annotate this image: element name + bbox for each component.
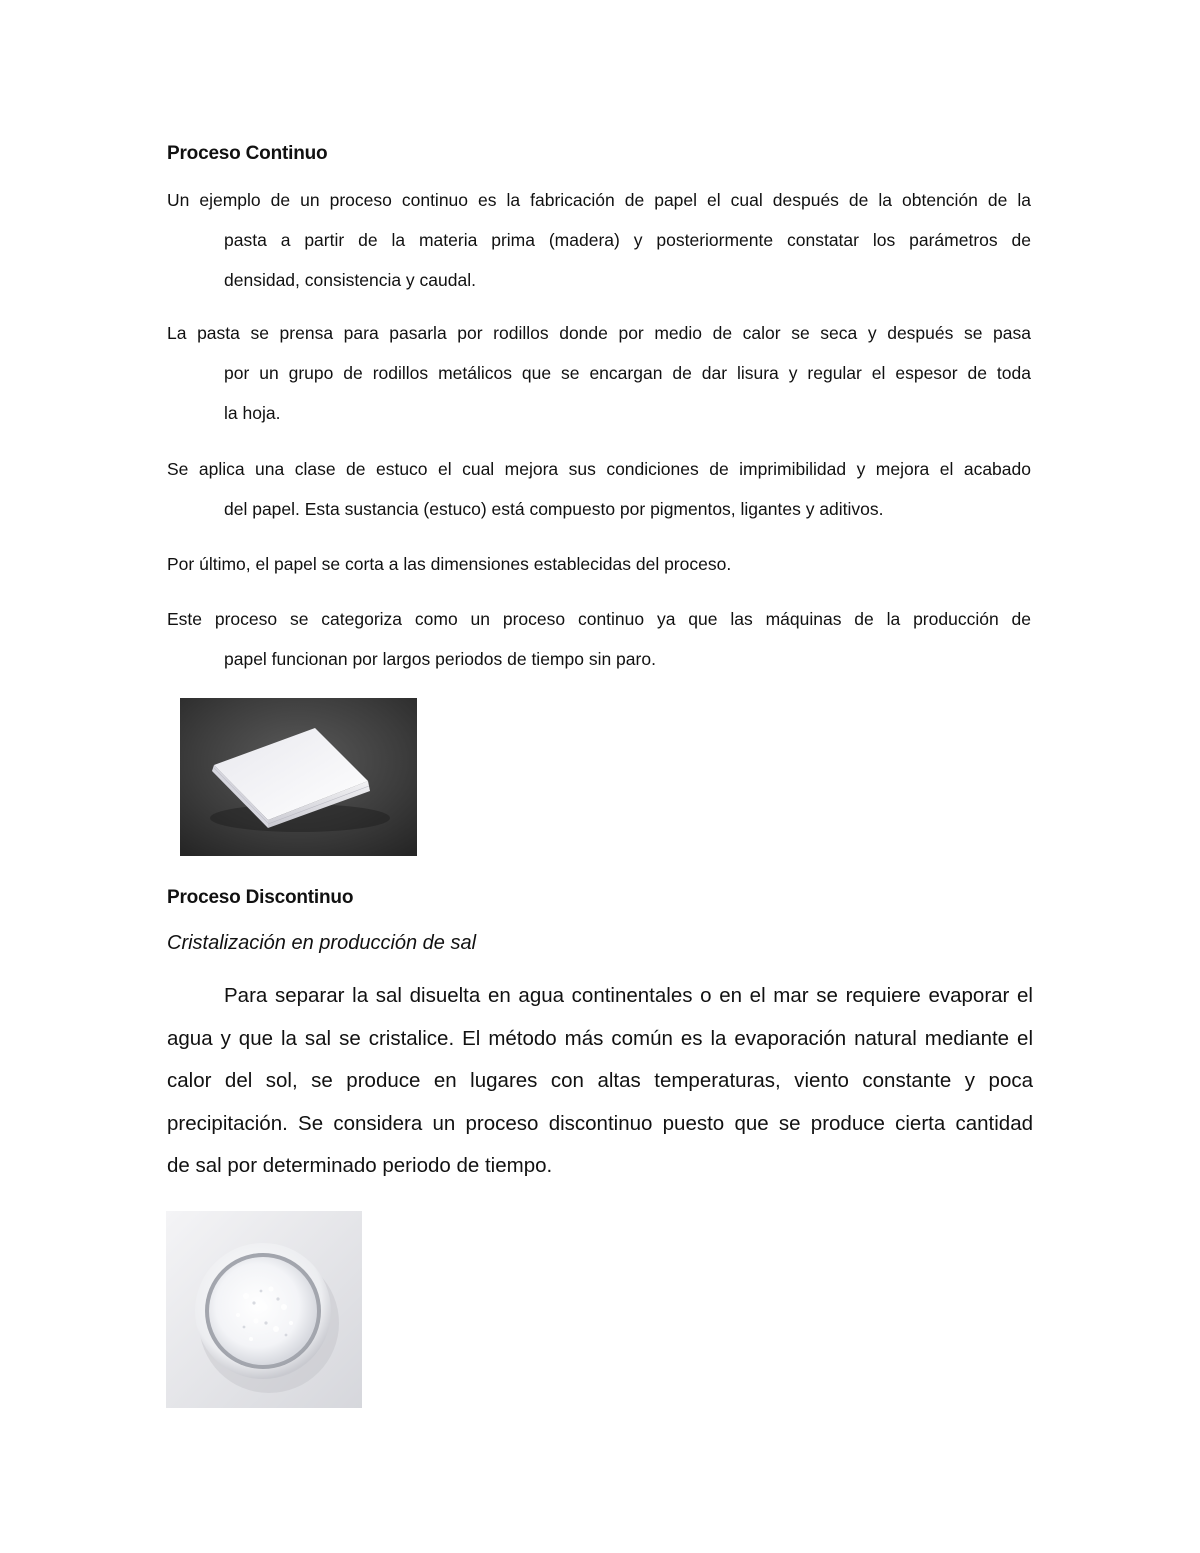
text-line: Para separar la sal disuelta en agua continentales o en el mar se requiere evaporar el xyxy=(224,984,1033,1007)
text-line: la hoja. xyxy=(224,403,281,423)
paragraph-salt xyxy=(167,975,1033,1188)
text-line: La pasta se prensa para pasarla por rodillos donde por medio de calor se seca y después se pasa xyxy=(167,323,1031,343)
heading-proceso-continuo: Proceso Continuo xyxy=(167,143,328,164)
text-line: precipitación. Se considera un proceso discontinuo puesto que se produce cierta cantidad xyxy=(167,1111,1033,1135)
paper-stack-image xyxy=(180,698,417,856)
paragraph-paper-press xyxy=(167,313,1031,433)
text-line: densidad, consistencia y caudal. xyxy=(224,270,476,290)
text-line: Un ejemplo de un proceso continuo es la fabricación de papel el cual después de la obtención de la xyxy=(167,190,1031,210)
salt-bowl-image xyxy=(166,1211,362,1408)
text-line: del papel. Esta sustancia (estuco) está compuesto por pigmentos, ligantes y aditivos. xyxy=(224,499,884,519)
text-line: Por último, el papel se corta a las dimensiones establecidas del proceso. xyxy=(167,554,732,574)
text-line: pasta a partir de la materia prima (madera) y posteriormente constatar los parámetros de xyxy=(224,230,1031,250)
text-line: calor del sol, se produce en lugares con altas temperaturas, viento constante y poca xyxy=(167,1069,1033,1092)
paragraph-paper-coating xyxy=(167,449,1031,529)
text-line: agua y que la sal se cristalice. El método más común es la evaporación natural mediante el xyxy=(167,1026,1033,1050)
text-line: Este proceso se categoriza como un proceso continuo ya que las máquinas de la producción de xyxy=(167,609,1031,629)
subheading-cristalizacion: Cristalización en producción de sal xyxy=(167,932,477,954)
text-line: de sal por determinado periodo de tiempo. xyxy=(167,1154,553,1177)
paragraph-paper-intro xyxy=(167,180,1031,300)
heading-proceso-discontinuo: Proceso Discontinuo xyxy=(167,887,354,908)
paragraph-paper-continuous xyxy=(167,599,1031,679)
paragraph-paper-cut xyxy=(167,544,1031,584)
text-line: por un grupo de rodillos metálicos que se encargan de dar lisura y regular el espesor de toda xyxy=(224,363,1031,383)
text-line: papel funcionan por largos periodos de tiempo sin paro. xyxy=(224,649,656,669)
text-line: Se aplica una clase de estuco el cual mejora sus condiciones de imprimibilidad y mejora el acabado xyxy=(167,459,1031,479)
